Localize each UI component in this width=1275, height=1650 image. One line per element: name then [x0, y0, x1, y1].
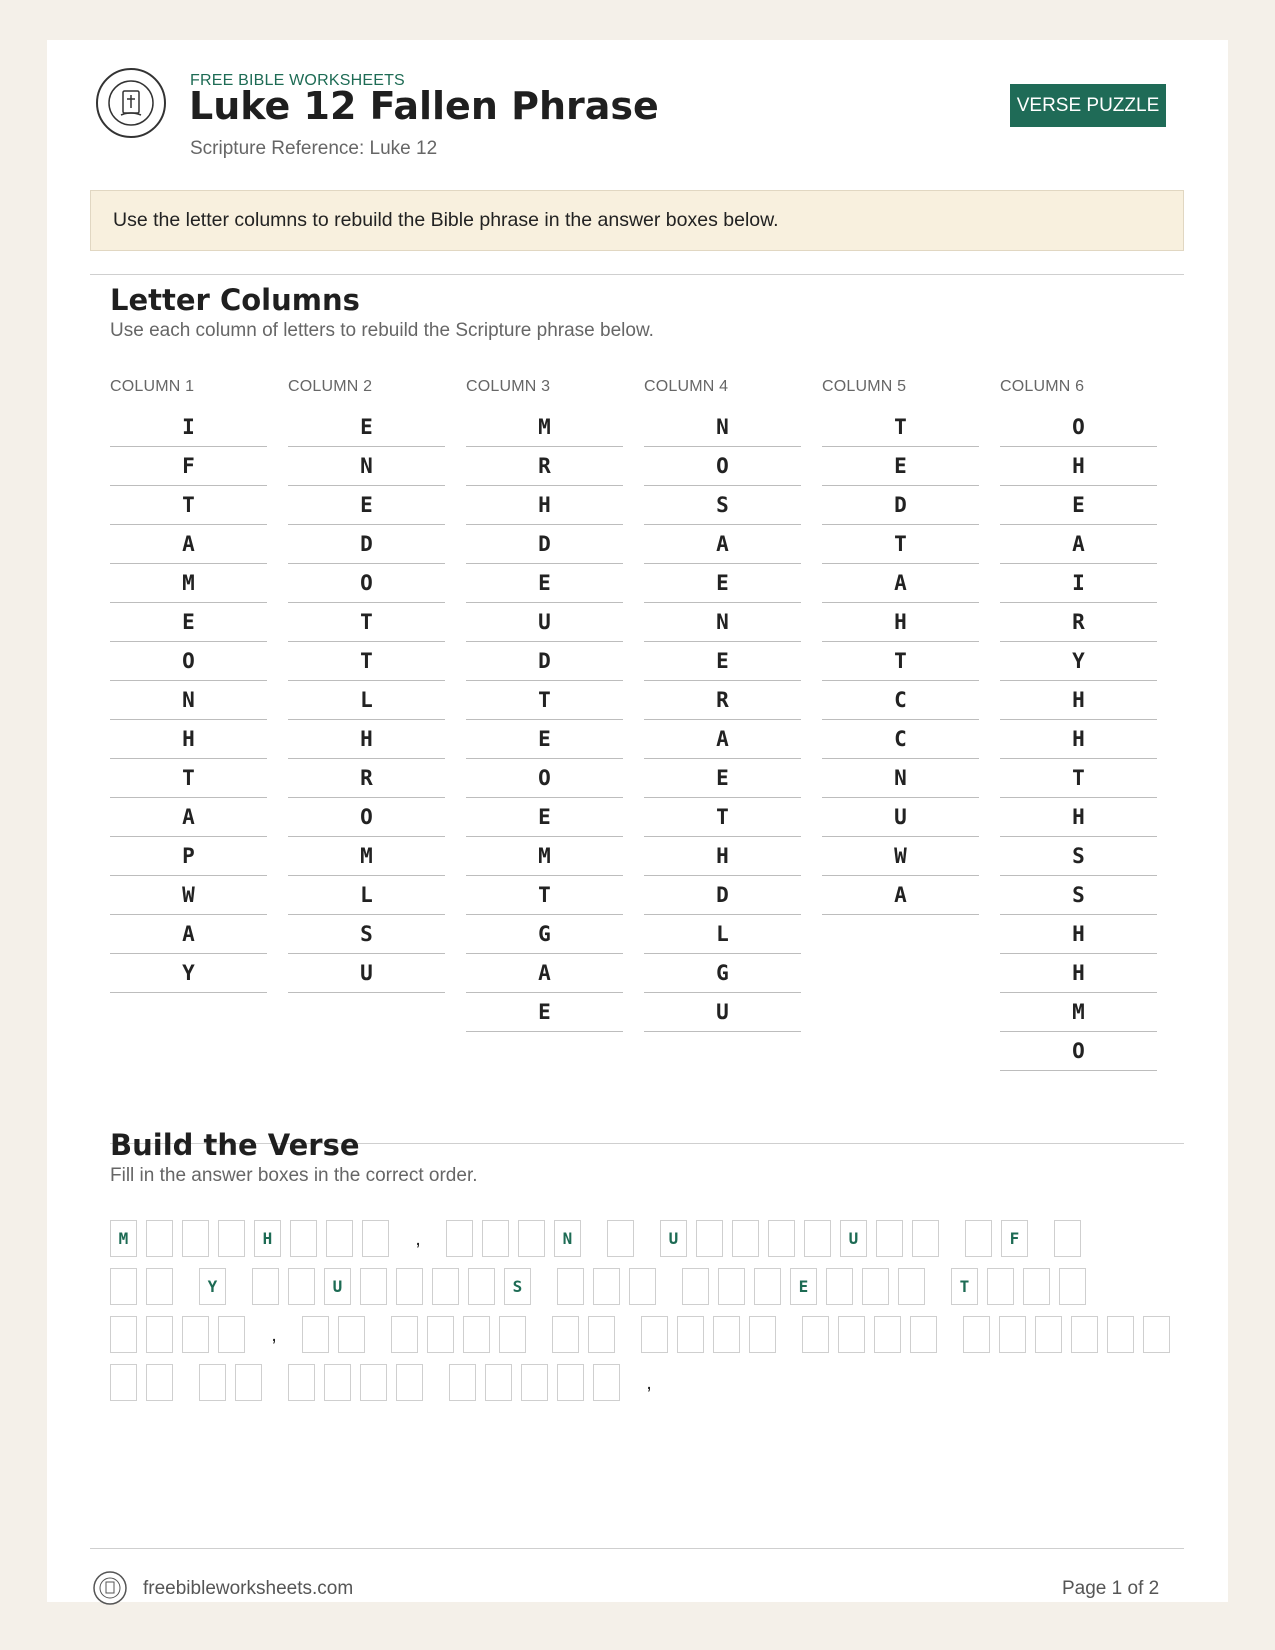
answer-box[interactable]	[146, 1316, 173, 1353]
column-letter: L	[288, 876, 445, 915]
column-letter: T	[288, 642, 445, 681]
column-letter: E	[644, 642, 801, 681]
answer-box[interactable]	[910, 1316, 937, 1353]
column-letter: E	[822, 447, 979, 486]
column-label: COLUMN 4	[644, 378, 729, 395]
column-letter: E	[288, 408, 445, 447]
answer-box[interactable]	[1107, 1316, 1134, 1353]
column-letter: O	[288, 798, 445, 837]
column-label: COLUMN 1	[110, 378, 195, 395]
answer-box-hint: H	[254, 1220, 281, 1257]
column-letter: H	[644, 837, 801, 876]
column-letter: E	[644, 759, 801, 798]
punctuation-comma: ,	[271, 1324, 277, 1346]
answer-box[interactable]	[288, 1268, 315, 1305]
punctuation-comma: ,	[646, 1372, 652, 1394]
column-letter: D	[288, 525, 445, 564]
answer-box[interactable]	[593, 1268, 620, 1305]
column-letter: T	[1000, 759, 1157, 798]
answer-box[interactable]	[518, 1220, 545, 1257]
answer-box[interactable]	[326, 1220, 353, 1257]
answer-box[interactable]	[732, 1220, 759, 1257]
answer-box[interactable]	[804, 1220, 831, 1257]
answer-box[interactable]	[682, 1268, 709, 1305]
footer-logo-icon	[92, 1570, 128, 1606]
answer-box[interactable]	[802, 1316, 829, 1353]
column-letter: I	[110, 408, 267, 447]
column-letter: A	[110, 915, 267, 954]
column-letter: D	[466, 642, 623, 681]
column-letter: N	[644, 603, 801, 642]
letter-column	[822, 378, 979, 915]
column-letter: H	[1000, 798, 1157, 837]
column-letter: D	[822, 486, 979, 525]
column-letter: O	[466, 759, 623, 798]
answer-box[interactable]	[288, 1364, 315, 1401]
answer-box-hint: T	[951, 1268, 978, 1305]
answer-box[interactable]	[485, 1364, 512, 1401]
letter-columns-title: Letter Columns	[110, 283, 360, 317]
answer-box[interactable]	[607, 1220, 634, 1257]
letter-column	[466, 378, 623, 1032]
column-letter: T	[644, 798, 801, 837]
column-letter: E	[466, 564, 623, 603]
column-letter: R	[644, 681, 801, 720]
column-letter: D	[644, 876, 801, 915]
scripture-reference: Scripture Reference: Luke 12	[190, 138, 438, 159]
answer-box[interactable]	[999, 1316, 1026, 1353]
answer-box[interactable]	[557, 1268, 584, 1305]
column-label: COLUMN 2	[288, 378, 373, 395]
column-letter: A	[644, 525, 801, 564]
letter-column	[288, 378, 445, 993]
column-letter: Y	[1000, 642, 1157, 681]
answer-box[interactable]	[1023, 1268, 1050, 1305]
answer-box[interactable]	[754, 1268, 781, 1305]
answer-box[interactable]	[110, 1268, 137, 1305]
build-verse-title: Build the Verse	[110, 1128, 360, 1162]
answer-box[interactable]	[218, 1220, 245, 1257]
divider	[90, 274, 1184, 275]
answer-box[interactable]	[396, 1268, 423, 1305]
answer-box[interactable]	[360, 1268, 387, 1305]
footer-divider	[90, 1548, 1184, 1549]
answer-box-hint: M	[110, 1220, 137, 1257]
answer-box[interactable]	[1071, 1316, 1098, 1353]
letter-columns-subtitle: Use each column of letters to rebuild the Scripture phrase below.	[110, 320, 654, 341]
letter-column	[644, 378, 801, 1032]
answer-row	[110, 1268, 1210, 1308]
instructions-banner	[90, 190, 1184, 251]
column-letter: C	[822, 681, 979, 720]
column-letter: M	[466, 837, 623, 876]
brand-kicker: FREE BIBLE WORKSHEETS	[190, 72, 405, 89]
answer-box[interactable]	[302, 1316, 329, 1353]
answer-box[interactable]	[696, 1220, 723, 1257]
column-letter: A	[1000, 525, 1157, 564]
answer-box[interactable]	[641, 1316, 668, 1353]
answer-box[interactable]	[874, 1316, 901, 1353]
column-letter: T	[110, 486, 267, 525]
answer-box[interactable]	[182, 1220, 209, 1257]
column-letter: O	[288, 564, 445, 603]
answer-box-hint: U	[324, 1268, 351, 1305]
column-letter: C	[822, 720, 979, 759]
answer-box[interactable]	[965, 1220, 992, 1257]
answer-box-hint: F	[1001, 1220, 1028, 1257]
answer-box[interactable]	[218, 1316, 245, 1353]
column-letter: N	[822, 759, 979, 798]
column-letter: W	[110, 876, 267, 915]
answer-box[interactable]	[912, 1220, 939, 1257]
column-letter: I	[1000, 564, 1157, 603]
answer-row	[110, 1220, 1210, 1260]
worksheet-page	[47, 40, 1228, 1602]
letter-column	[110, 378, 267, 993]
column-letter: H	[1000, 954, 1157, 993]
answer-box-hint: U	[840, 1220, 867, 1257]
column-letter: T	[822, 642, 979, 681]
column-letter: S	[1000, 876, 1157, 915]
column-letter: M	[288, 837, 445, 876]
answer-box-hint: E	[790, 1268, 817, 1305]
answer-box[interactable]	[182, 1316, 209, 1353]
column-letter: E	[110, 603, 267, 642]
column-letter: O	[644, 447, 801, 486]
page-title: Luke 12 Fallen Phrase	[189, 84, 659, 128]
column-label: COLUMN 6	[1000, 378, 1085, 395]
answer-box[interactable]	[146, 1268, 173, 1305]
column-letter: R	[288, 759, 445, 798]
column-letter: E	[288, 486, 445, 525]
column-letter: U	[644, 993, 801, 1032]
column-letter: H	[822, 603, 979, 642]
page-number: Page 1 of 2	[1062, 1578, 1160, 1599]
column-letter: N	[644, 408, 801, 447]
answer-box[interactable]	[876, 1220, 903, 1257]
answer-box[interactable]	[1143, 1316, 1170, 1353]
column-letter: F	[110, 447, 267, 486]
verse-puzzle-badge: VERSE PUZZLE	[1010, 84, 1166, 127]
logo-icon	[95, 67, 167, 139]
answer-box[interactable]	[446, 1220, 473, 1257]
answer-box[interactable]	[360, 1364, 387, 1401]
column-letter: A	[644, 720, 801, 759]
answer-box[interactable]	[199, 1364, 226, 1401]
column-letter: L	[288, 681, 445, 720]
answer-box[interactable]	[252, 1268, 279, 1305]
column-letter: M	[110, 564, 267, 603]
column-letter: M	[466, 408, 623, 447]
column-letter: T	[466, 681, 623, 720]
footer-site: freebibleworksheets.com	[143, 1578, 354, 1599]
answer-box[interactable]	[1059, 1268, 1086, 1305]
answer-box-hint: U	[660, 1220, 687, 1257]
column-letter: A	[110, 798, 267, 837]
column-letter: G	[644, 954, 801, 993]
column-letter: P	[110, 837, 267, 876]
answer-box[interactable]	[427, 1316, 454, 1353]
answer-box[interactable]	[391, 1316, 418, 1353]
column-letter: O	[1000, 1032, 1157, 1071]
answer-box-hint: N	[554, 1220, 581, 1257]
column-label: COLUMN 3	[466, 378, 551, 395]
answer-box[interactable]	[588, 1316, 615, 1353]
column-letter: R	[1000, 603, 1157, 642]
answer-box[interactable]	[449, 1364, 476, 1401]
column-letter: H	[1000, 447, 1157, 486]
answer-box[interactable]	[718, 1268, 745, 1305]
column-letter: H	[1000, 681, 1157, 720]
column-letter: O	[1000, 408, 1157, 447]
answer-box[interactable]	[338, 1316, 365, 1353]
answer-box[interactable]	[463, 1316, 490, 1353]
column-letter: S	[1000, 837, 1157, 876]
column-letter: A	[110, 525, 267, 564]
letter-column	[1000, 378, 1157, 1071]
column-label: COLUMN 5	[822, 378, 907, 395]
column-letter: E	[466, 993, 623, 1032]
column-letter: H	[110, 720, 267, 759]
answer-box[interactable]	[432, 1268, 459, 1305]
column-letter: M	[1000, 993, 1157, 1032]
column-letter: A	[466, 954, 623, 993]
column-letter: H	[1000, 720, 1157, 759]
instructions-text: Use the letter columns to rebuild the Bible phrase in the answer boxes below.	[113, 209, 779, 231]
column-letter: U	[822, 798, 979, 837]
answer-box[interactable]	[826, 1268, 853, 1305]
answer-box-hint: Y	[199, 1268, 226, 1305]
answer-box[interactable]	[290, 1220, 317, 1257]
answer-box[interactable]	[110, 1364, 137, 1401]
answer-row	[110, 1316, 1210, 1356]
answer-box[interactable]	[499, 1316, 526, 1353]
answer-box[interactable]	[552, 1316, 579, 1353]
punctuation-comma: ,	[415, 1228, 421, 1250]
column-letter: T	[466, 876, 623, 915]
answer-box[interactable]	[557, 1364, 584, 1401]
column-letter: H	[1000, 915, 1157, 954]
column-letter: E	[466, 798, 623, 837]
answer-box[interactable]	[146, 1364, 173, 1401]
column-letter: T	[822, 525, 979, 564]
column-letter: A	[822, 564, 979, 603]
answer-box[interactable]	[235, 1364, 262, 1401]
answer-box[interactable]	[468, 1268, 495, 1305]
build-verse-subtitle: Fill in the answer boxes in the correct order.	[110, 1165, 478, 1186]
column-letter: O	[110, 642, 267, 681]
answer-box[interactable]	[677, 1316, 704, 1353]
column-letter: T	[110, 759, 267, 798]
answer-box[interactable]	[146, 1220, 173, 1257]
column-letter: E	[1000, 486, 1157, 525]
column-letter: Y	[110, 954, 267, 993]
column-letter: D	[466, 525, 623, 564]
column-letter: A	[822, 876, 979, 915]
column-letter: S	[644, 486, 801, 525]
answer-box[interactable]	[1035, 1316, 1062, 1353]
column-letter: H	[288, 720, 445, 759]
answer-box[interactable]	[593, 1364, 620, 1401]
answer-box[interactable]	[713, 1316, 740, 1353]
answer-box[interactable]	[362, 1220, 389, 1257]
column-letter: E	[644, 564, 801, 603]
column-letter: T	[822, 408, 979, 447]
column-letter: R	[466, 447, 623, 486]
answer-box[interactable]	[862, 1268, 889, 1305]
column-letter: U	[288, 954, 445, 993]
answer-box[interactable]	[482, 1220, 509, 1257]
column-letter: G	[466, 915, 623, 954]
answer-box-hint: S	[504, 1268, 531, 1305]
answer-box[interactable]	[629, 1268, 656, 1305]
answer-box[interactable]	[838, 1316, 865, 1353]
answer-box[interactable]	[521, 1364, 548, 1401]
answer-box[interactable]	[768, 1220, 795, 1257]
answer-box[interactable]	[963, 1316, 990, 1353]
column-letter: E	[466, 720, 623, 759]
answer-box[interactable]	[110, 1316, 137, 1353]
answer-box[interactable]	[898, 1268, 925, 1305]
column-letter: N	[110, 681, 267, 720]
answer-box[interactable]	[749, 1316, 776, 1353]
answer-box[interactable]	[396, 1364, 423, 1401]
column-letter: T	[288, 603, 445, 642]
answer-box[interactable]	[1054, 1220, 1081, 1257]
column-letter: L	[644, 915, 801, 954]
answer-box[interactable]	[324, 1364, 351, 1401]
column-letter: H	[466, 486, 623, 525]
column-letter: S	[288, 915, 445, 954]
answer-row	[110, 1364, 1210, 1404]
column-letter: W	[822, 837, 979, 876]
column-letter: U	[466, 603, 623, 642]
column-letter: N	[288, 447, 445, 486]
answer-box[interactable]	[987, 1268, 1014, 1305]
